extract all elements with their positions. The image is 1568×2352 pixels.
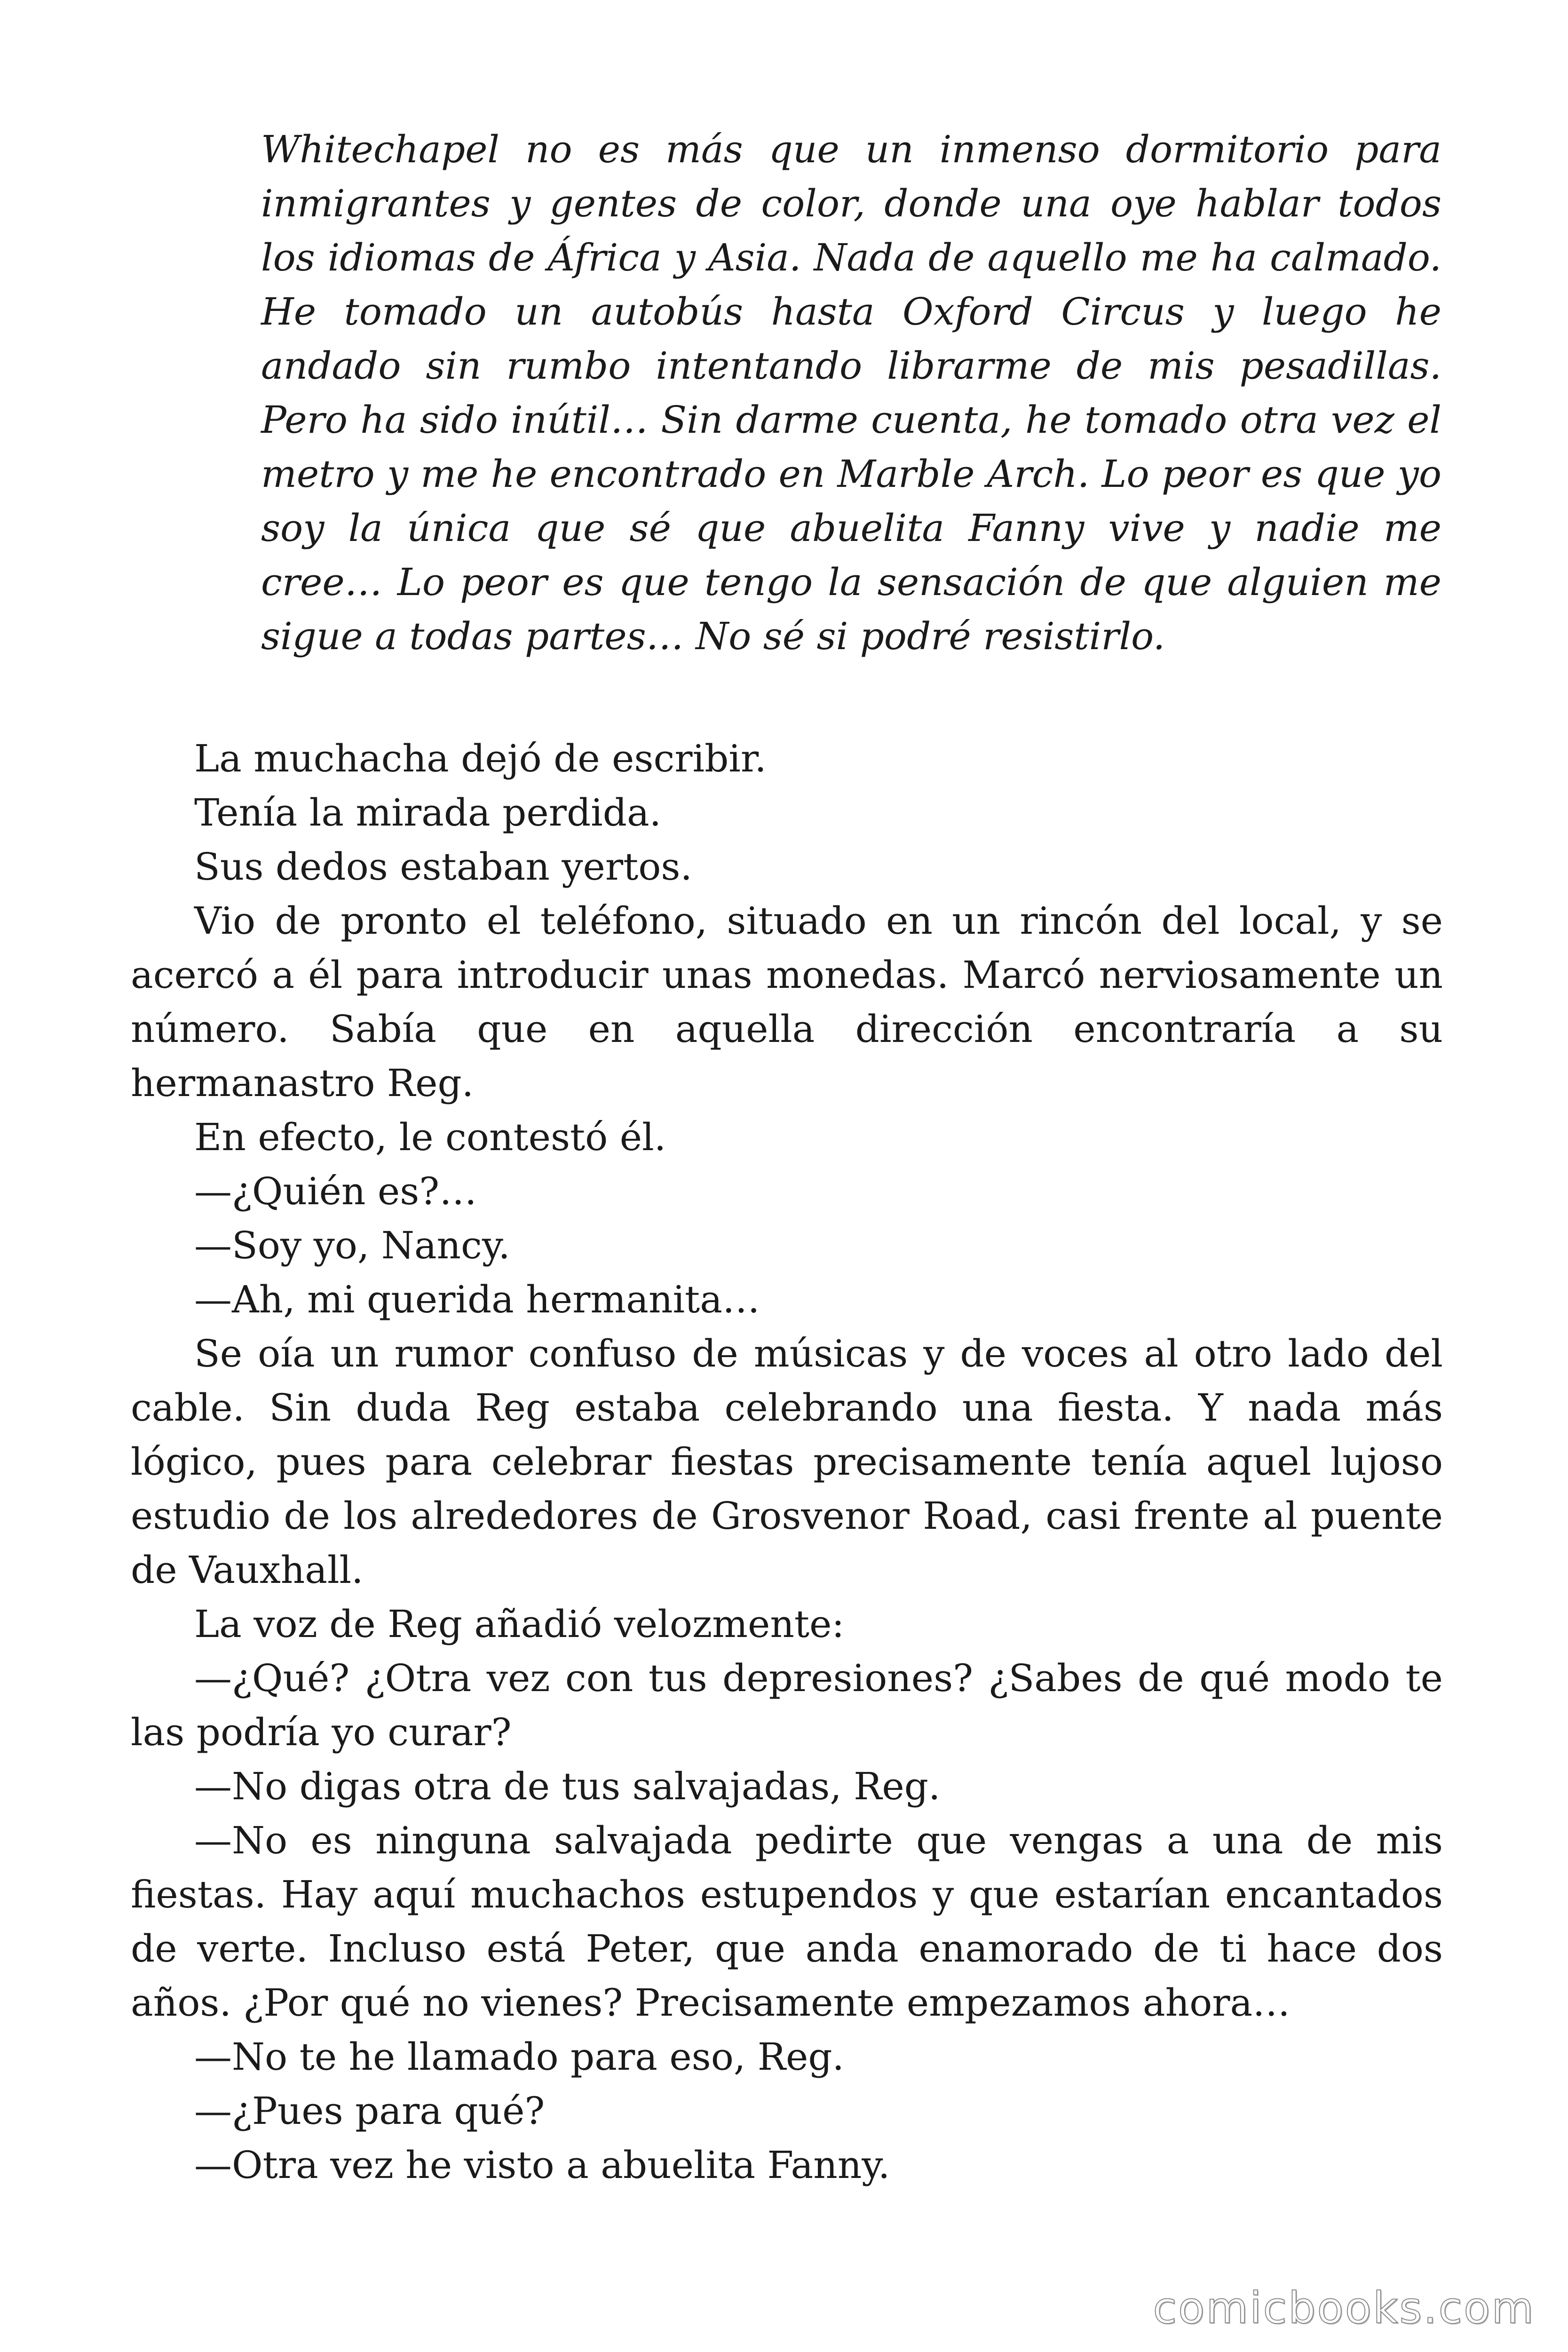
body-text: [131, 731, 1443, 2192]
dialogue-line: —Soy yo, Nancy.: [194, 1224, 510, 1267]
dialogue-line: —No te he llamado para eso, Reg.: [194, 2035, 844, 2079]
dialogue-line: —No digas otra de tus salvajadas, Reg.: [194, 1764, 941, 1808]
paragraph: Vio de pronto el teléfono, situado en un rincón del local, y se acercó a él para introducir unas monedas. Marcó nerviosamente un número. Sabía que en aquella dirección encontraría a su hermanastro Reg.: [131, 899, 1443, 1105]
paragraph: La voz de Reg añadió velozmente:: [194, 1602, 845, 1646]
dialogue-line: —¿Quién es?…: [194, 1169, 477, 1213]
paragraph: En efecto, le contestó él.: [194, 1115, 666, 1159]
dialogue-line: —¿Qué? ¿Otra vez con tus depresiones? ¿Sabes de qué modo te las podría yo curar?: [131, 1656, 1443, 1754]
paragraph: Tenía la mirada perdida.: [194, 791, 662, 834]
dialogue-line: —Otra vez he visto a abuelita Fanny.: [194, 2143, 890, 2187]
paragraph: Sus dedos estaban yertos.: [194, 845, 692, 889]
paragraph: La muchacha dejó de escribir.: [194, 737, 767, 780]
watermark-text: comicbooks.com: [1153, 2283, 1535, 2333]
italic-quote-block: Whitechapel no es más que un inmenso dormitorio para inmigrantes y gentes de color, donde una oye hablar todos los idiomas de África y Asia. Nada de aquello me ha calmado. He tomado un autobús hasta Oxford Circus y luego he andado sin rumbo intentando librarme de mis pesadillas. Pero ha sido inútil… Sin darme cuenta, he tomado otra vez el metro y me he encontrado en Marble Arch. Lo peor es que yo soy la única que sé que abuelita Fanny vive y nadie me cree… Lo peor es que tengo la sensación de que alguien me sigue a todas partes… No sé si podré resistirlo.: [261, 127, 1441, 658]
dialogue-line: —¿Pues para qué?: [194, 2089, 545, 2133]
dialogue-line: —Ah, mi querida hermanita…: [194, 1278, 760, 1321]
dialogue-line: —No es ninguna salvajada pedirte que vengas a una de mis fiestas. Hay aquí muchachos estupendos y que estarían encantados de verte. Incluso está Peter, que anda enamorado de ti hace dos años. ¿Por qué no vienes? Precisamente empezamos ahora…: [131, 1819, 1443, 2025]
paragraph: Se oía un rumor confuso de músicas y de voces al otro lado del cable. Sin duda Reg estaba celebrando una fiesta. Y nada más lógico, pues para celebrar fiestas precisamente tenía aquel lujoso estudio de los alrededores de Grosvenor Road, casi frente al puente de Vauxhall.: [131, 1332, 1443, 1592]
